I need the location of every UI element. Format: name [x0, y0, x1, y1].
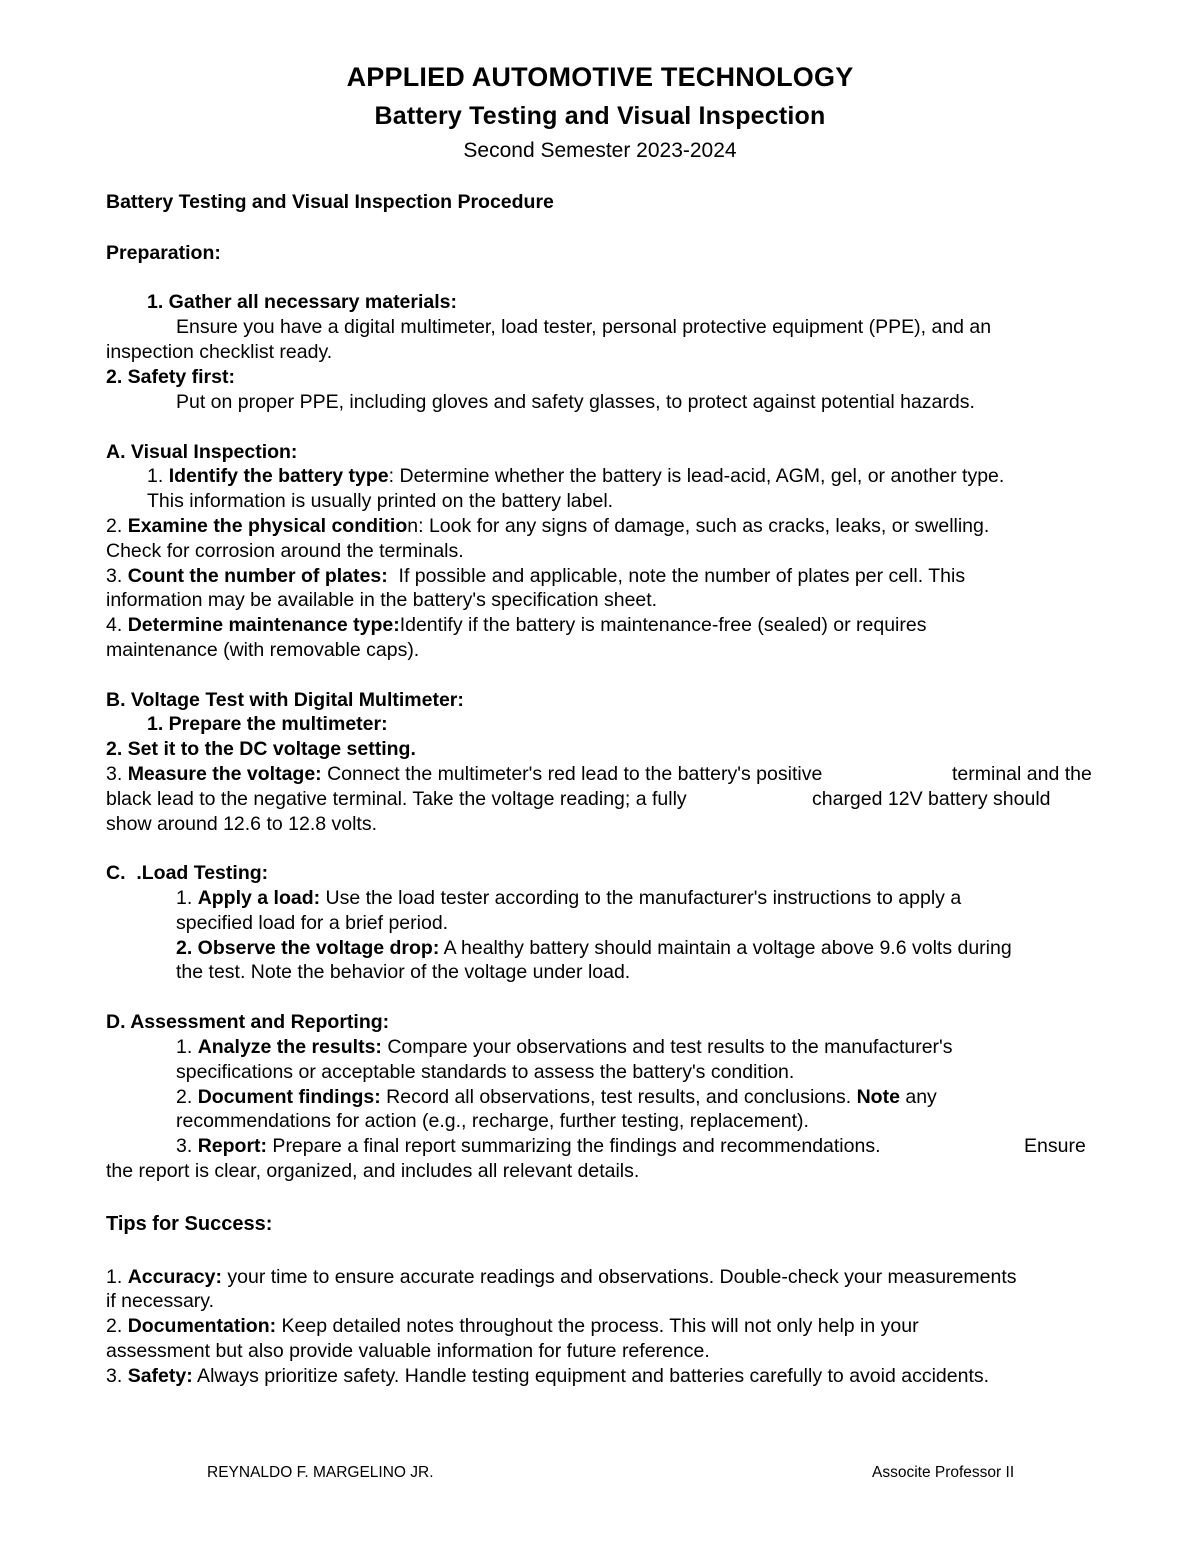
voltage-item-3-tail: terminal and the [952, 763, 1092, 785]
tips-item-1: 1. Accuracy: your time to ensure accurate readings and observations. Double-check your measurements [106, 1266, 1017, 1288]
assessment-item-3: 3. Report: Prepare a final report summarizing the findings and recommendations. [176, 1135, 881, 1157]
load-item-1-cont: specified load for a brief period. [176, 912, 449, 934]
document-title: APPLIED AUTOMOTIVE TECHNOLOGY [346, 62, 854, 92]
voltage-item-3-cont-tail: charged 12V battery should [812, 788, 1051, 810]
visual-item-4-cont: maintenance (with removable caps). [106, 639, 420, 661]
footer-author: REYNALDO F. MARGELINO JR. [207, 1464, 434, 1481]
assessment-item-1-cont: specifications or acceptable standards to assess the battery's condition. [176, 1061, 795, 1083]
load-item-1: 1. Apply a load: Use the load tester according to the manufacturer's instructions to apply a [176, 887, 962, 909]
procedure-heading: Battery Testing and Visual Inspection Procedure [106, 191, 554, 213]
prep-step-2-title: 2. Safety first: [106, 366, 235, 388]
assessment-item-1: 1. Analyze the results: Compare your observations and test results to the manufacturer's [176, 1036, 953, 1058]
voltage-item-1: 1. Prepare the multimeter: [147, 713, 388, 735]
assessment-heading: D. Assessment and Reporting: [106, 1011, 390, 1033]
load-testing-heading: C. .Load Testing: [106, 862, 269, 884]
visual-item-1-cont: This information is usually printed on the battery label. [147, 490, 614, 512]
visual-item-2-cont: Check for corrosion around the terminals. [106, 540, 464, 562]
voltage-item-3-cont-2: show around 12.6 to 12.8 volts. [106, 813, 378, 835]
voltage-item-2: 2. Set it to the DC voltage setting. [106, 738, 416, 760]
visual-inspection-heading: A. Visual Inspection: [106, 441, 298, 463]
visual-item-1: 1. Identify the battery type: Determine whether the battery is lead-acid, AGM, gel, or another type. [147, 465, 1005, 487]
visual-item-3-cont: information may be available in the battery's specification sheet. [106, 589, 658, 611]
tips-item-2-cont: assessment but also provide valuable information for future reference. [106, 1340, 710, 1362]
prep-step-2-body: Put on proper PPE, including gloves and safety glasses, to protect against potential hazards. [176, 391, 975, 413]
preparation-heading: Preparation: [106, 242, 221, 264]
document-subtitle: Battery Testing and Visual Inspection [374, 102, 826, 130]
semester-line: Second Semester 2023-2024 [463, 139, 737, 162]
prep-step-1-title: 1. Gather all necessary materials: [147, 291, 458, 313]
visual-item-4: 4. Determine maintenance type:Identify if the battery is maintenance-free (sealed) or requires [106, 614, 927, 636]
tips-item-2: 2. Documentation: Keep detailed notes throughout the process. This will not only help in your [106, 1315, 919, 1337]
tips-item-3: 3. Safety: Always prioritize safety. Handle testing equipment and batteries carefully to avoid accidents. [106, 1365, 990, 1387]
visual-item-3: 3. Count the number of plates: If possible and applicable, note the number of plates per cell. This [106, 565, 966, 587]
prep-step-1-body: Ensure you have a digital multimeter, load tester, personal protective equipment (PPE), and an [176, 316, 992, 338]
load-item-2: 2. Observe the voltage drop: A healthy battery should maintain a voltage above 9.6 volts during [176, 937, 1012, 959]
tips-item-1-cont: if necessary. [106, 1290, 215, 1312]
voltage-test-heading: B. Voltage Test with Digital Multimeter: [106, 689, 464, 711]
assessment-item-3-tail: Ensure [1024, 1135, 1086, 1157]
footer-position: Associte Professor II [872, 1464, 1015, 1481]
assessment-item-2-cont: recommendations for action (e.g., recharge, further testing, replacement). [176, 1110, 809, 1132]
voltage-item-3-cont: black lead to the negative terminal. Take the voltage reading; a fully [106, 788, 687, 810]
visual-item-2: 2. Examine the physical condition: Look for any signs of damage, such as cracks, leaks, or swelling. [106, 515, 990, 537]
tips-heading: Tips for Success: [106, 1213, 273, 1235]
load-item-2-cont: the test. Note the behavior of the voltage under load. [176, 961, 631, 983]
prep-step-1-body-cont: inspection checklist ready. [106, 341, 333, 363]
assessment-item-3-cont: the report is clear, organized, and includes all relevant details. [106, 1160, 640, 1182]
voltage-item-3: 3. Measure the voltage: Connect the multimeter's red lead to the battery's positive [106, 763, 823, 785]
assessment-item-2: 2. Document findings: Record all observations, test results, and conclusions. Note any [176, 1086, 937, 1108]
